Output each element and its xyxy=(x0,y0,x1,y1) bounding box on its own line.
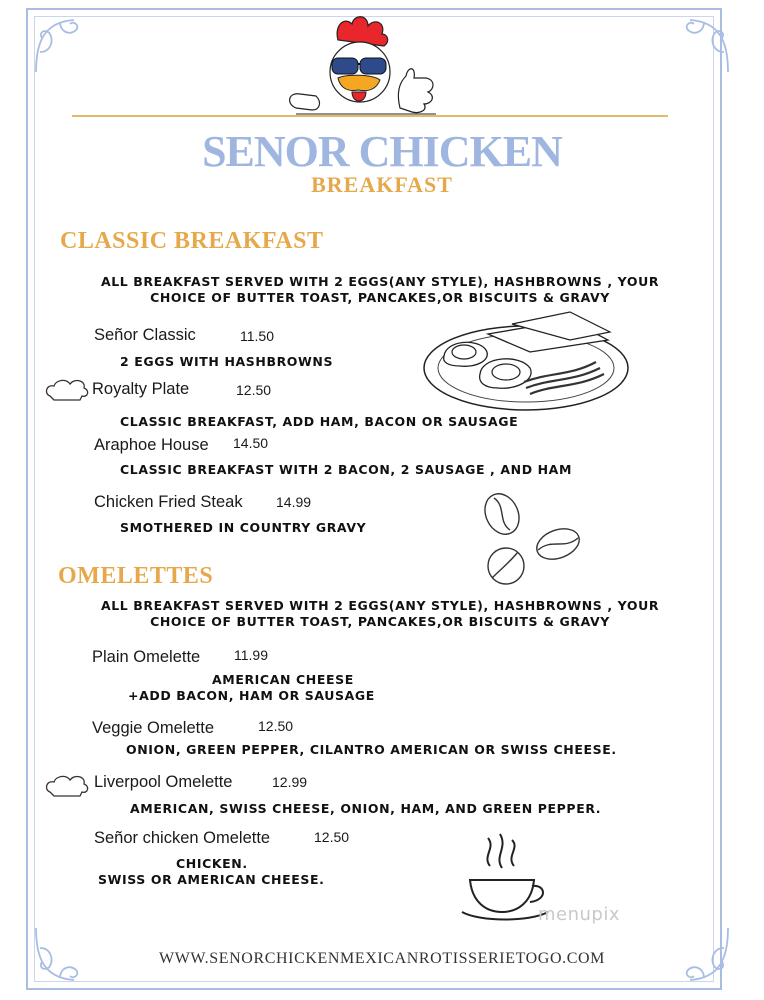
item-price-senor-chicken-omelette: 12.50 xyxy=(314,829,350,845)
item-price-senor-classic: 11.50 xyxy=(240,328,274,344)
brand-title: SENOR CHICKEN xyxy=(202,127,562,176)
item-desc-liverpool-omelette: AMERICAN, SWISS CHEESE, ONION, HAM, AND GREEN PEPPER. xyxy=(130,801,602,816)
item-price-araphoe-house: 14.50 xyxy=(233,435,269,451)
omelettes-note-line2: CHOICE OF BUTTER TOAST, PANCAKES,OR BISCUITS & GRAVY xyxy=(150,614,610,629)
item-desc-senor-classic: 2 EGGS WITH HASHBROWNS xyxy=(120,354,334,369)
watermark: menupix xyxy=(538,904,621,925)
omelettes-note-line1: ALL BREAKFAST SERVED WITH 2 EGGS(ANY STYLE), HASHBROWNS , YOUR xyxy=(100,598,660,613)
corner-flourish-icon xyxy=(664,12,734,82)
item-name-veggie-omelette: Veggie Omelette xyxy=(92,719,214,737)
item-price-veggie-omelette: 12.50 xyxy=(258,718,294,734)
item-price-liverpool-omelette: 12.99 xyxy=(272,774,308,790)
item-name-liverpool-omelette: Liverpool Omelette xyxy=(94,773,233,791)
section-title-omelettes: OMELETTES xyxy=(58,563,214,589)
page-subtitle: BREAKFAST xyxy=(311,172,453,197)
item-desc-plain-omelette-1: AMERICAN CHEESE xyxy=(212,672,354,687)
item-name-royalty-plate: Royalty Plate xyxy=(92,380,190,398)
item-price-royalty-plate: 12.50 xyxy=(236,382,272,398)
corner-flourish-icon xyxy=(30,12,100,82)
item-desc-chicken-fried-steak: SMOTHERED IN COUNTRY GRAVY xyxy=(120,520,367,535)
item-name-araphoe-house: Araphoe House xyxy=(94,436,209,454)
item-desc-araphoe-house: CLASSIC BREAKFAST WITH 2 BACON, 2 SAUSAGE , AND HAM xyxy=(120,462,572,477)
footer-url[interactable]: WWW.SENORCHICKENMEXICANROTISSERIETOGO.COM xyxy=(159,950,605,967)
item-price-plain-omelette: 11.99 xyxy=(234,647,268,663)
section-title-classic: CLASSIC BREAKFAST xyxy=(60,228,324,254)
item-desc-plain-omelette-2: +ADD BACON, HAM OR SAUSAGE xyxy=(128,688,375,703)
item-desc-royalty-plate: CLASSIC BREAKFAST, ADD HAM, BACON OR SAUSAGE xyxy=(120,414,519,429)
chef-hat-icon xyxy=(44,774,90,798)
chef-hat-icon xyxy=(44,378,90,402)
chicken-mascot-icon xyxy=(276,12,446,116)
item-name-chicken-fried-steak: Chicken Fried Steak xyxy=(94,493,243,511)
classic-note-line1: ALL BREAKFAST SERVED WITH 2 EGGS(ANY STYLE), HASHBROWNS , YOUR xyxy=(100,274,660,289)
item-name-senor-chicken-omelette: Señor chicken Omelette xyxy=(94,829,271,847)
breakfast-plate-icon xyxy=(420,310,634,414)
classic-note-line2: CHOICE OF BUTTER TOAST, PANCAKES,OR BISCUITS & GRAVY xyxy=(150,290,610,305)
coffee-beans-icon xyxy=(478,488,588,592)
item-desc-senor-chicken-omelette-1: CHICKEN. xyxy=(176,856,248,871)
item-name-senor-classic: Señor Classic xyxy=(94,326,196,344)
header-divider xyxy=(72,115,668,117)
item-price-chicken-fried-steak: 14.99 xyxy=(276,494,312,510)
item-desc-senor-chicken-omelette-2: SWISS OR AMERICAN CHEESE. xyxy=(98,872,325,887)
item-desc-veggie-omelette: ONION, GREEN PEPPER, CILANTRO AMERICAN OR SWISS CHEESE. xyxy=(126,742,617,757)
item-name-plain-omelette: Plain Omelette xyxy=(92,648,201,666)
